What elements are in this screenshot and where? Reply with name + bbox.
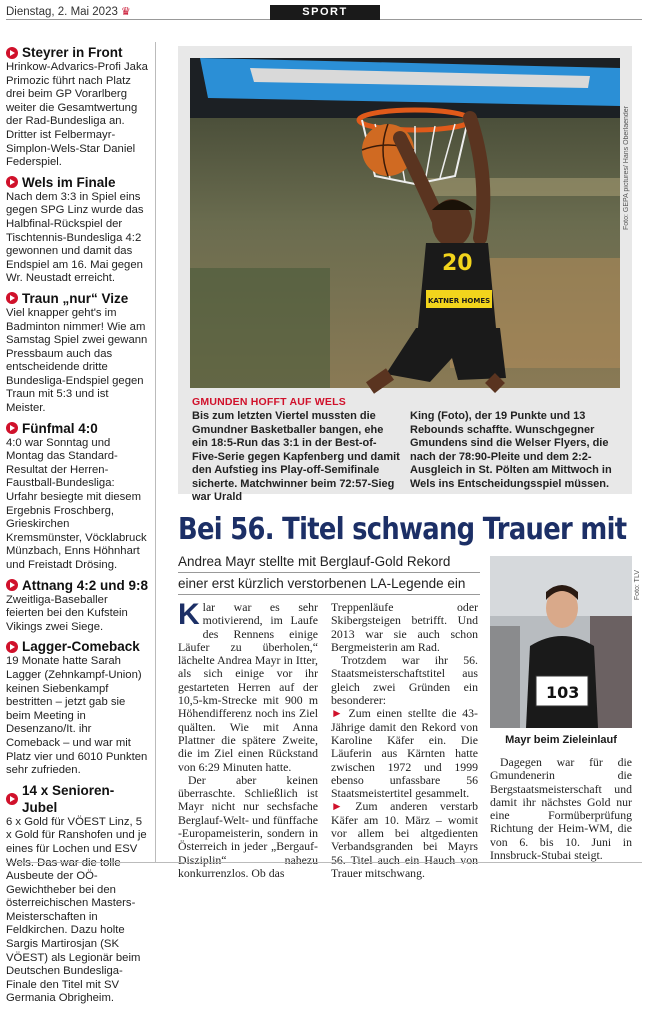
arrow-bullet-icon: [6, 793, 18, 805]
brief-title: Wels im Finale: [22, 174, 116, 190]
article-subhead-line1: Andrea Mayr stellte mit Berglauf-Gold Rekord: [178, 554, 451, 569]
arrow-bullet-icon: ►: [331, 799, 356, 814]
brief-item: [6, 44, 148, 170]
article-paragraph: Zum anderen verstarb Käfer am 10. März – womit vor allem bei altgedienten Verbandsgranden bei Mayrs 56. Titel auch ein Hauch von Trauer mitschwang.: [331, 799, 478, 880]
runner-illustration: [490, 556, 632, 728]
brief-title: Fünfmal 4:0: [22, 420, 98, 436]
arrow-bullet-icon: [6, 292, 18, 304]
arrow-bullet-icon: [6, 579, 18, 591]
jersey-sponsor: KATNER HOMES: [428, 297, 491, 305]
footer-rule: [6, 862, 642, 863]
article-headline: Bei 56. Titel schwang Trauer mit: [178, 512, 627, 547]
subhead-rule: [178, 572, 480, 573]
news-briefs: [6, 44, 148, 1010]
crown-icon: ♛: [120, 6, 131, 18]
brief-text: 4:0 war Sonntag und Montag das Standard-Resultat der Herren-Faustball-Bundesliga: Urfahr besiegte mit diesem Ergebnis Froschberg, Grieskirchen Kremsmünster, Vöcklabruck Münzbach, Enns Höhnhart und Freistadt Drösing.: [6, 436, 147, 571]
basketball-photo: [190, 58, 620, 428]
subhead-rule: [178, 594, 480, 595]
caption-text-left: Bis zum letzten Viertel mussten die Gmundner Basketballer bangen, ehe ein 18:5-Run das 3:1 in der Best-of-Five-Serie gegen Kapfenberg und damit den Aufstieg ins Play-off-Semifinale sicherte. Matchwinner beim 72:57-Sieg war Urald: [192, 410, 400, 503]
drop-cap: K: [178, 598, 200, 631]
brief-title: Attnang 4:2 und 9:8: [22, 577, 149, 593]
article-column-1: [178, 598, 318, 880]
brief-item: [6, 290, 148, 416]
brief-text: 19 Monate hatte Sarah Lagger (Zehnkampf-Union) keinen Siebenkampf bestritten – jetzt gab sie beim Meeting in Desenzano/It. ihr Comeback – und war mit Platz vier und 6010 Punkten sehr zufrieden.: [6, 655, 148, 777]
brief-item: [6, 420, 148, 573]
section-label: SPORT: [270, 5, 380, 20]
arrow-bullet-icon: [6, 47, 18, 59]
issue-date: Dienstag, 2. Mai 2023 ♛: [6, 6, 131, 18]
arrow-bullet-icon: [6, 641, 18, 653]
brief-text: Viel knapper geht's im Badminton nimmer! Wie am Samstag Spiel zwei gewann Pressbaum auch das entscheidende dritte Bundesliga-Endspiel gegen Traun mit 5:3 und ist Meister.: [6, 306, 148, 415]
arrow-bullet-icon: ►: [331, 706, 349, 721]
article-paragraph: Zum einen stellte die 43-Jährige damit den Rekord von Karoline Käfer ein. Die Läuferin aus Kärnten hatte zwischen 1972 und 1999 ebenso unfassbare 56 Staatsmeistertitel gesammelt.: [331, 706, 478, 801]
brief-text: Nach dem 3:3 in Spiel eins gegen SPG Linz wurde das Halbfinal-Rückspiel der Tischtennis-Bundesliga 4:2 gewonnen und damit das Endspiel am 16. Mai gegen Wr. Neustadt erreicht.: [6, 190, 144, 285]
jersey-number: 20: [442, 251, 473, 276]
photo-credit: Foto: TLV: [634, 570, 641, 601]
article-column-3: [490, 756, 632, 862]
photo-credit: Foto: GEPA pictures/ Hans Oberlaender: [623, 106, 630, 230]
brief-item: [6, 638, 148, 777]
brief-item: [6, 782, 148, 1006]
photo-box: [178, 46, 632, 503]
brief-text: Hrinkow-Advarics-Profi Jaka Primozic führt nach Platz drei beim GP Vorarlberg weiter die Gesamtwertung der Rad-Bundesliga an. Dritter ist Felbermayr-Simplon-Wels-Star Daniel Federspiel.: [6, 61, 148, 169]
brief-title: Traun „nur“ Vize: [22, 290, 129, 306]
article-paragraph: Trotzdem war ihr 56. Staatsmeisterschaftstitel aus gleich zwei Gründen ein besonderer:: [331, 653, 478, 708]
brief-item: [6, 577, 148, 635]
article-paragraph: Dagegen war für die Gmundenerin die Bergstaatsmeisterschaft und damit ihr nächstes Gold nur eine Formüberprüfung Richtung der Heim-WM, die von 6. bis 10. Juni in Innsbruck-Stubai steigt.: [490, 755, 632, 863]
brief-title: 14 x Senioren-Jubel: [22, 782, 115, 815]
brief-text: Zweitliga-Baseballer feierten bei den Kufstein Vikings zwei Siege.: [6, 593, 128, 633]
brief-title: Lagger-Comeback: [22, 639, 140, 655]
caption-headline: GMUNDEN HOFFT AUF WELS: [192, 396, 346, 408]
brief-item: [6, 174, 148, 286]
article-paragraph: Der aber keinen überraschte. Schließlich ist Mayr nicht nur sechsfache Berglauf-Welt- und fünffache -Europameisterin, sondern in Österreich in jeder „Bergauf-Disziplin“ nahezu konkurrenzlos. Ob das: [178, 772, 318, 880]
photo-caption: Mayr beim Zieleinlauf: [505, 734, 617, 746]
brief-text: 6 x Gold für VÖEST Linz, 5 x Gold für Ranshofen und je eines für Lochen und ESV Wels. Das war die tolle Ausbeute der OÖ-Gewichtheber bei den österreichischen Masters-Meisterschaften in Feldkirchen. Dazu holte Sargis Martirosjan (SK VÖEST) als Legionär beim Deutschen Bundesliga-Finale den Titel mit SV Germania Obrigheim.: [6, 815, 147, 1005]
article-subhead-line2: einer erst kürzlich verstorbenen LA-Legende ein: [178, 576, 466, 591]
dunk-illustration: [190, 58, 620, 388]
column-divider: [155, 42, 156, 862]
brief-title: Steyrer in Front: [22, 45, 123, 60]
caption-text-right: King (Foto), der 19 Punkte und 13 Rebounds schaffte. Wunschgegner Gmundens sind die Welser Flyers, die nach der 78:90-Pleite und dem 2:2-Ausgleich in St. Pölten am Mittwoch in Wels ins Entscheidungsspiel müssen.: [410, 410, 612, 490]
article-paragraph: lar war es sehr motivierend, im Laufe des Rennens einige Läufer zu überholen,“ lächelte Andrea Mayr in Itter, als sich einige vor ihr gestarteten Herren auf der 10,5-km-Strecke mit 900 m Höhendifferenz noch ins Ziel quälten. Wie mit Anna Plattner die spätere Zweite, die im Ziel einen Rückstand von 6:29 Minuten hatte.: [178, 600, 318, 774]
runner-photo: [490, 556, 632, 728]
article-paragraph: Treppenläufe oder Skibergsteigen betrifft. Und 2013 war sie auch schon Bergmeisterin am Rad.: [331, 600, 478, 654]
bib-number: 103: [546, 683, 580, 702]
arrow-bullet-icon: [6, 176, 18, 188]
page-header: [0, 0, 648, 22]
article-column-2: [331, 601, 478, 880]
arrow-bullet-icon: [6, 422, 18, 434]
